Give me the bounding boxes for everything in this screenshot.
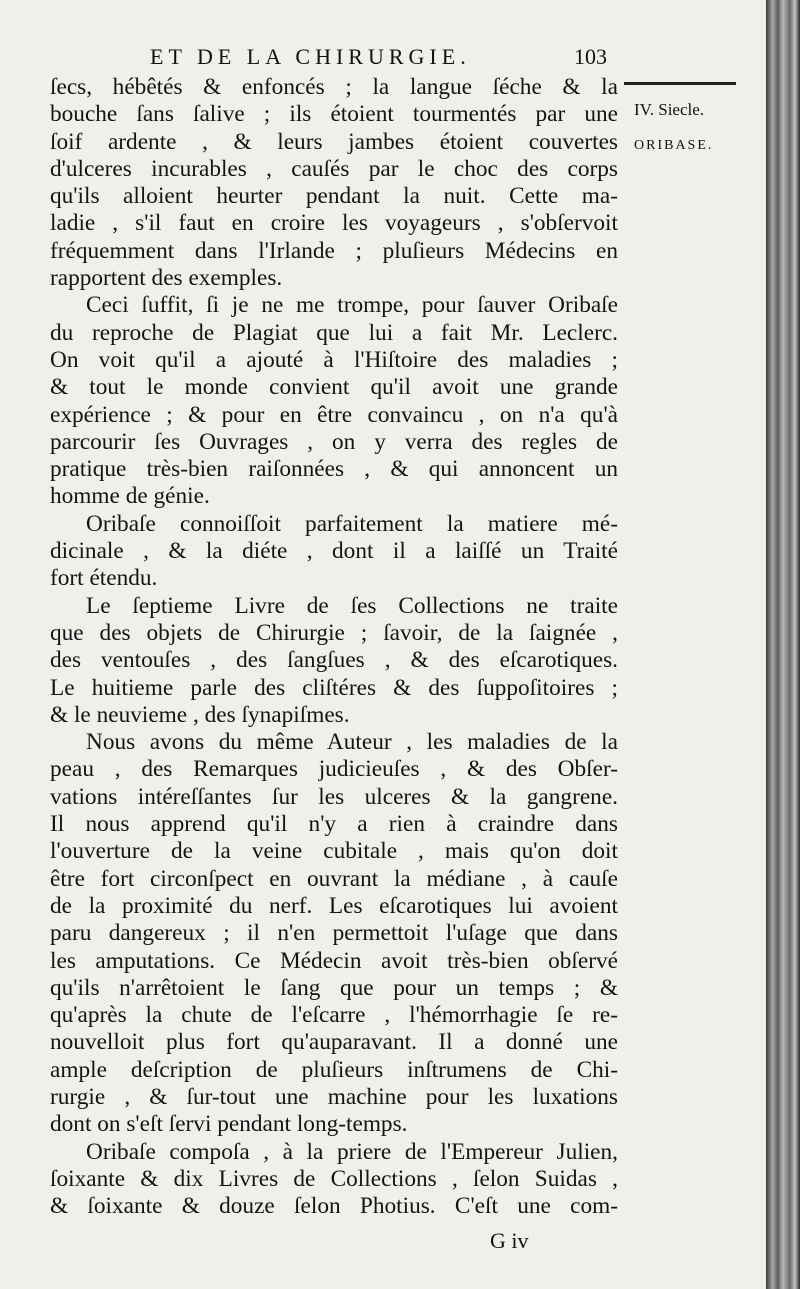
text-line: ſecs, hébêtés & enfoncés ; la langue ſéche & la: [50, 74, 618, 100]
text-line: fort étendu.: [50, 565, 158, 592]
text-line: pratique très-bien raiſonnées , & qui annoncent un: [50, 456, 618, 483]
text-line: ample deſcription de pluſieurs inſtrumens de Chi-: [50, 1056, 618, 1083]
text-line: Oribaſe compoſa , à la priere de l'Empereur Julien,: [86, 1138, 618, 1165]
text-line: ſoixante & dix Livres de Collections , ſelon Suidas ,: [50, 1165, 618, 1192]
text-line: dicinale , & la diéte , dont il a laiſſé un Traité: [50, 538, 618, 565]
text-line: Ceci ſuffit, ſi je ne me trompe, pour ſauver Oribaſe: [86, 292, 618, 319]
catchword: G iv: [490, 1228, 529, 1253]
text-line: du reproche de Plagiat que lui a fait Mr. Leclerc.: [50, 319, 618, 346]
text-line: expérience ; & pour en être convaincu , on n'a qu'à: [50, 401, 618, 428]
text-line: Oribaſe connoiſſoit parfaitement la matiere mé-: [86, 510, 618, 537]
text-line: bouche ſans ſalive ; ils étoient tourmentés par une: [50, 101, 618, 128]
text-line: rapportent des exemples.: [50, 265, 283, 292]
text-line: homme de génie.: [50, 483, 210, 510]
text-line: peau , des Remarques judicieuſes , & des Obſer-: [50, 756, 618, 783]
text-line: d'ulceres incurables , cauſés par le choc des corps: [50, 155, 618, 182]
text-line: ladie , s'il faut en croire les voyageurs , s'obſervoit: [50, 210, 618, 237]
margin-rule: [624, 82, 736, 85]
text-line: les amputations. Ce Médecin avoit très-bien obſervé: [50, 947, 618, 974]
text-line: qu'ils n'arrêtoient le ſang que pour un temps ; &: [50, 974, 618, 1001]
text-line: On voit qu'il a ajouté à l'Hiſtoire des maladies ;: [50, 346, 618, 373]
text-line: que des objets de Chirurgie ; ſavoir, de la ſaignée ,: [50, 619, 618, 646]
text-line: nouvelloit plus fort qu'auparavant. Il a donné une: [50, 1029, 618, 1056]
body-text: [50, 74, 618, 1220]
margin-note-name: ORIBASE.: [634, 138, 714, 153]
text-line: & le neuvieme , des ſynapiſmes.: [50, 701, 350, 728]
text-line: dont on s'eſt ſervi pendant long-temps.: [50, 1111, 408, 1138]
text-line: Le ſeptieme Livre de ſes Collections ne traite: [86, 592, 618, 619]
text-line: qu'ils alloient heurter pendant la nuit. Cette ma-: [50, 183, 618, 210]
page-number: 103: [574, 44, 607, 69]
text-line: rurgie , & ſur-tout une machine pour les luxations: [50, 1083, 618, 1110]
text-line: qu'après la chute de l'eſcarre , l'hémorrhagie ſe re-: [50, 1002, 618, 1029]
text-line: des ventouſes , des ſangſues , & des eſcarotiques.: [50, 647, 618, 674]
text-line: l'ouverture de la veine cubitale , mais qu'on doit: [50, 838, 618, 865]
running-title: ET DE LA CHIRURGIE.: [150, 44, 471, 69]
text-line: Le huitieme parle des cliſtéres & des ſuppoſitoires ;: [50, 674, 618, 701]
text-line: de la proximité du nerf. Les eſcarotiques lui avoient: [50, 892, 618, 919]
text-line: Il nous apprend qu'il n'y a rien à craindre dans: [50, 811, 618, 838]
text-line: & ſoixante & douze ſelon Photius. C'eſt une com-: [50, 1193, 618, 1220]
text-line: parcourir ſes Ouvrages , on y verra des regles de: [50, 428, 618, 455]
text-line: & tout le monde convient qu'il avoit une grande: [50, 374, 618, 401]
text-line: ſoif ardente , & leurs jambes étoient couvertes: [50, 128, 618, 155]
text-line: vations intéreſſantes ſur les ulceres & la gangrene.: [50, 783, 618, 810]
text-line: Nous avons du même Auteur , les maladies de la: [86, 729, 618, 756]
text-line: être fort circonſpect en ouvrant la médiane , à cauſe: [50, 865, 618, 892]
text-line: paru dangereux ; il n'en permettoit l'uſage que dans: [50, 920, 618, 947]
text-line: fréquemment dans l'Irlande ; pluſieurs Médecins en: [50, 237, 618, 264]
margin-note-century: IV. Siecle.: [634, 100, 705, 119]
page-edge: [766, 0, 800, 1289]
